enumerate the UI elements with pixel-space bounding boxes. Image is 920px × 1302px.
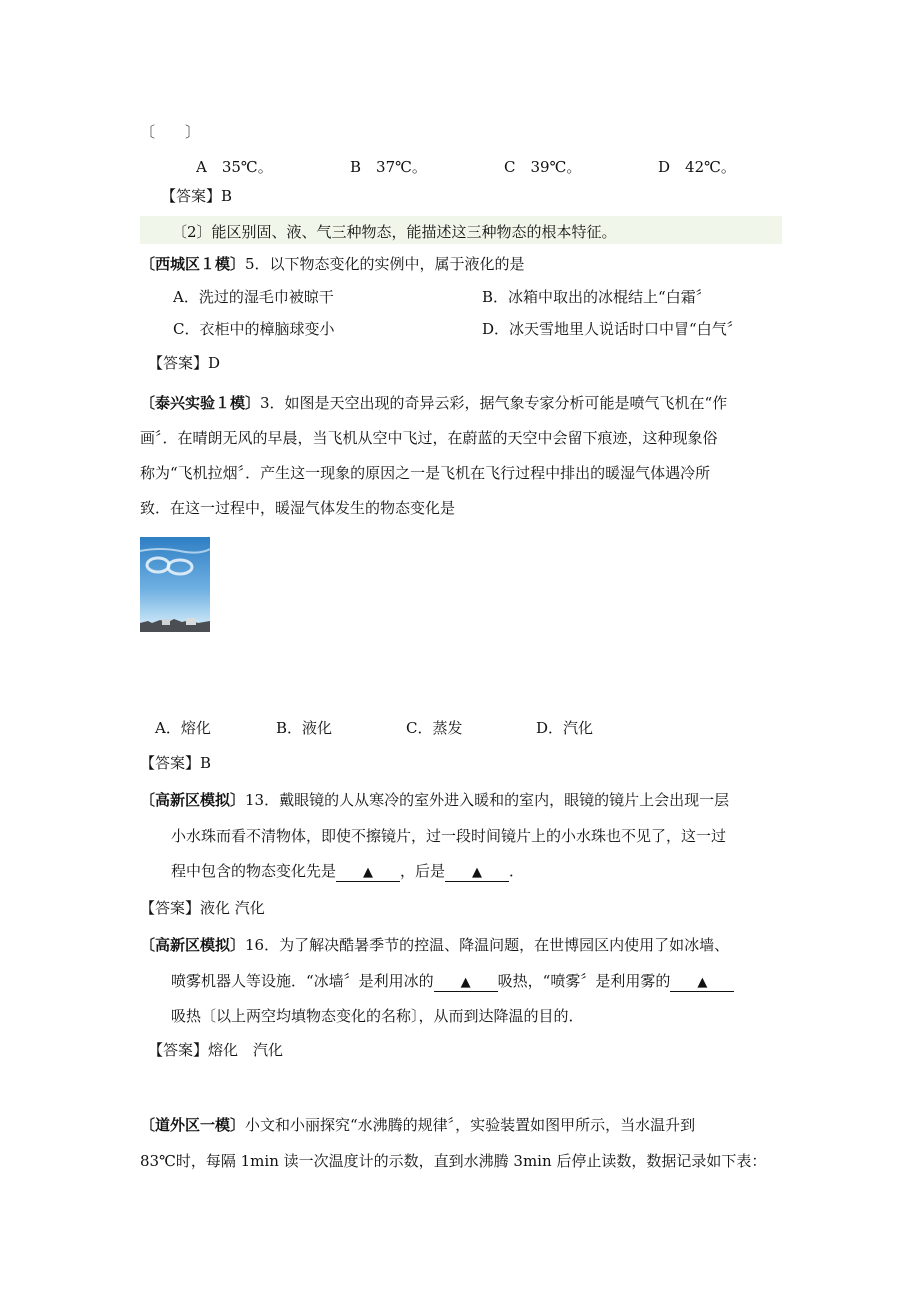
option-d: D 42℃。 <box>658 158 736 176</box>
question-source: 〔高新区模拟〕 <box>140 791 246 809</box>
option-d: D．汽化 <box>536 719 594 737</box>
option-a: A．熔化 <box>155 719 211 737</box>
option-a: A 35℃。 <box>196 158 273 176</box>
section-heading: 〔2〕能区别固、液、气三种物态，能描述这三种物态的根本特征。 <box>172 223 617 241</box>
question-16-line-3: 吸热〔以上两空均填物态变化的名称〕，从而到达降温的目的． <box>171 1007 584 1025</box>
fill-blank <box>336 863 400 882</box>
triangle-marker-icon: ▲ <box>472 865 483 880</box>
answer-bracket: 〔 〕 <box>140 123 201 141</box>
question-stem: 5．以下物态变化的实例中，属于液化的是 <box>245 255 525 273</box>
question-source: 〔西城区１模〕 <box>140 255 246 273</box>
question-3-line-3: 称为“飞机拉烟〞．产生这一现象的原因之一是飞机在飞行过程中排出的暖湿气体遇冷所 <box>140 464 711 482</box>
question-3-line-4: 致．在这一过程中，暖湿气体发生的物态变化是 <box>140 499 456 517</box>
question-16-line-1: 〔高新区模拟〕16．为了解决酷暑季节的控温、降温问题，在世博园区内使用了如冰墙、 <box>140 936 730 954</box>
question-5 <box>140 254 525 274</box>
option-b: B．液化 <box>276 719 333 737</box>
answer-line: 【答案】液化 汽化 <box>140 899 265 917</box>
question-source: 〔高新区模拟〕 <box>140 936 246 954</box>
sky-contrail-photo <box>140 537 210 632</box>
answer-line: 【答案】D <box>148 354 221 372</box>
sky-contrail-photo-image <box>140 537 210 632</box>
option-c: C 39℃。 <box>504 158 582 176</box>
answer-line: 【答案】B <box>140 754 212 772</box>
question-3-line-2: 画〞．在晴朗无风的早晨，当飞机从空中飞过，在蔚蓝的天空中会留下痕迹，这种现象俗 <box>140 429 718 447</box>
option-d: D．冰天雪地里人说话时口中冒“白气〞 <box>482 320 742 338</box>
option-c: C．蒸发 <box>406 719 463 737</box>
option-b: B 37℃。 <box>350 158 427 176</box>
triangle-marker-icon: ▲ <box>363 865 374 880</box>
answer-line: 【答案】熔化 汽化 <box>148 1041 284 1059</box>
question-source: 〔道外区一模〕 <box>140 1116 246 1134</box>
answer-line: 【答案】B <box>161 187 233 205</box>
triangle-marker-icon: ▲ <box>697 975 708 990</box>
triangle-marker-icon: ▲ <box>460 975 471 990</box>
fill-blank <box>445 863 509 882</box>
question-3-line-1: 〔泰兴实验１模〕3．如图是天空出现的奇异云彩，据气象专家分析可能是喷气飞机在“作 <box>140 394 728 412</box>
question-13-line-1: 〔高新区模拟〕13．戴眼镜的人从寒冷的室外进入暖和的室内，眼镜的镜片上会出现一层 <box>140 791 730 809</box>
question-daowai-line-2: 83℃时，每隔 1min 读一次温度计的示数，直到水沸腾 3min 后停止读数，数据记录如下表： <box>140 1152 767 1170</box>
question-daowai-line-1: 〔道外区一模〕小文和小丽探究“水沸腾的规律〞，实验装置如图甲所示，当水温升到 <box>140 1116 696 1134</box>
question-13-line-3: 程中包含的物态变化先是 ▲ ，后是 ▲ ． <box>171 862 525 880</box>
option-a: A．洗过的湿毛巾被晾干 <box>173 288 334 306</box>
fill-blank <box>434 973 498 992</box>
fill-blank <box>670 973 734 992</box>
question-13-line-2: 小水珠而看不清物体，即使不擦镜片，过一段时间镜片上的小水珠也不见了，这一过 <box>171 827 727 845</box>
question-16-line-2: 喷雾机器人等设施．“冰墙〞是利用冰的 ▲ 吸热，“喷雾〞是利用雾的 ▲ <box>171 971 734 992</box>
option-c: C．衣柜中的樟脑球变小 <box>173 320 335 338</box>
option-b: B．冰箱中取出的冰棍结上“白霜〞 <box>482 288 711 306</box>
question-source: 〔泰兴实验１模〕 <box>140 394 261 412</box>
